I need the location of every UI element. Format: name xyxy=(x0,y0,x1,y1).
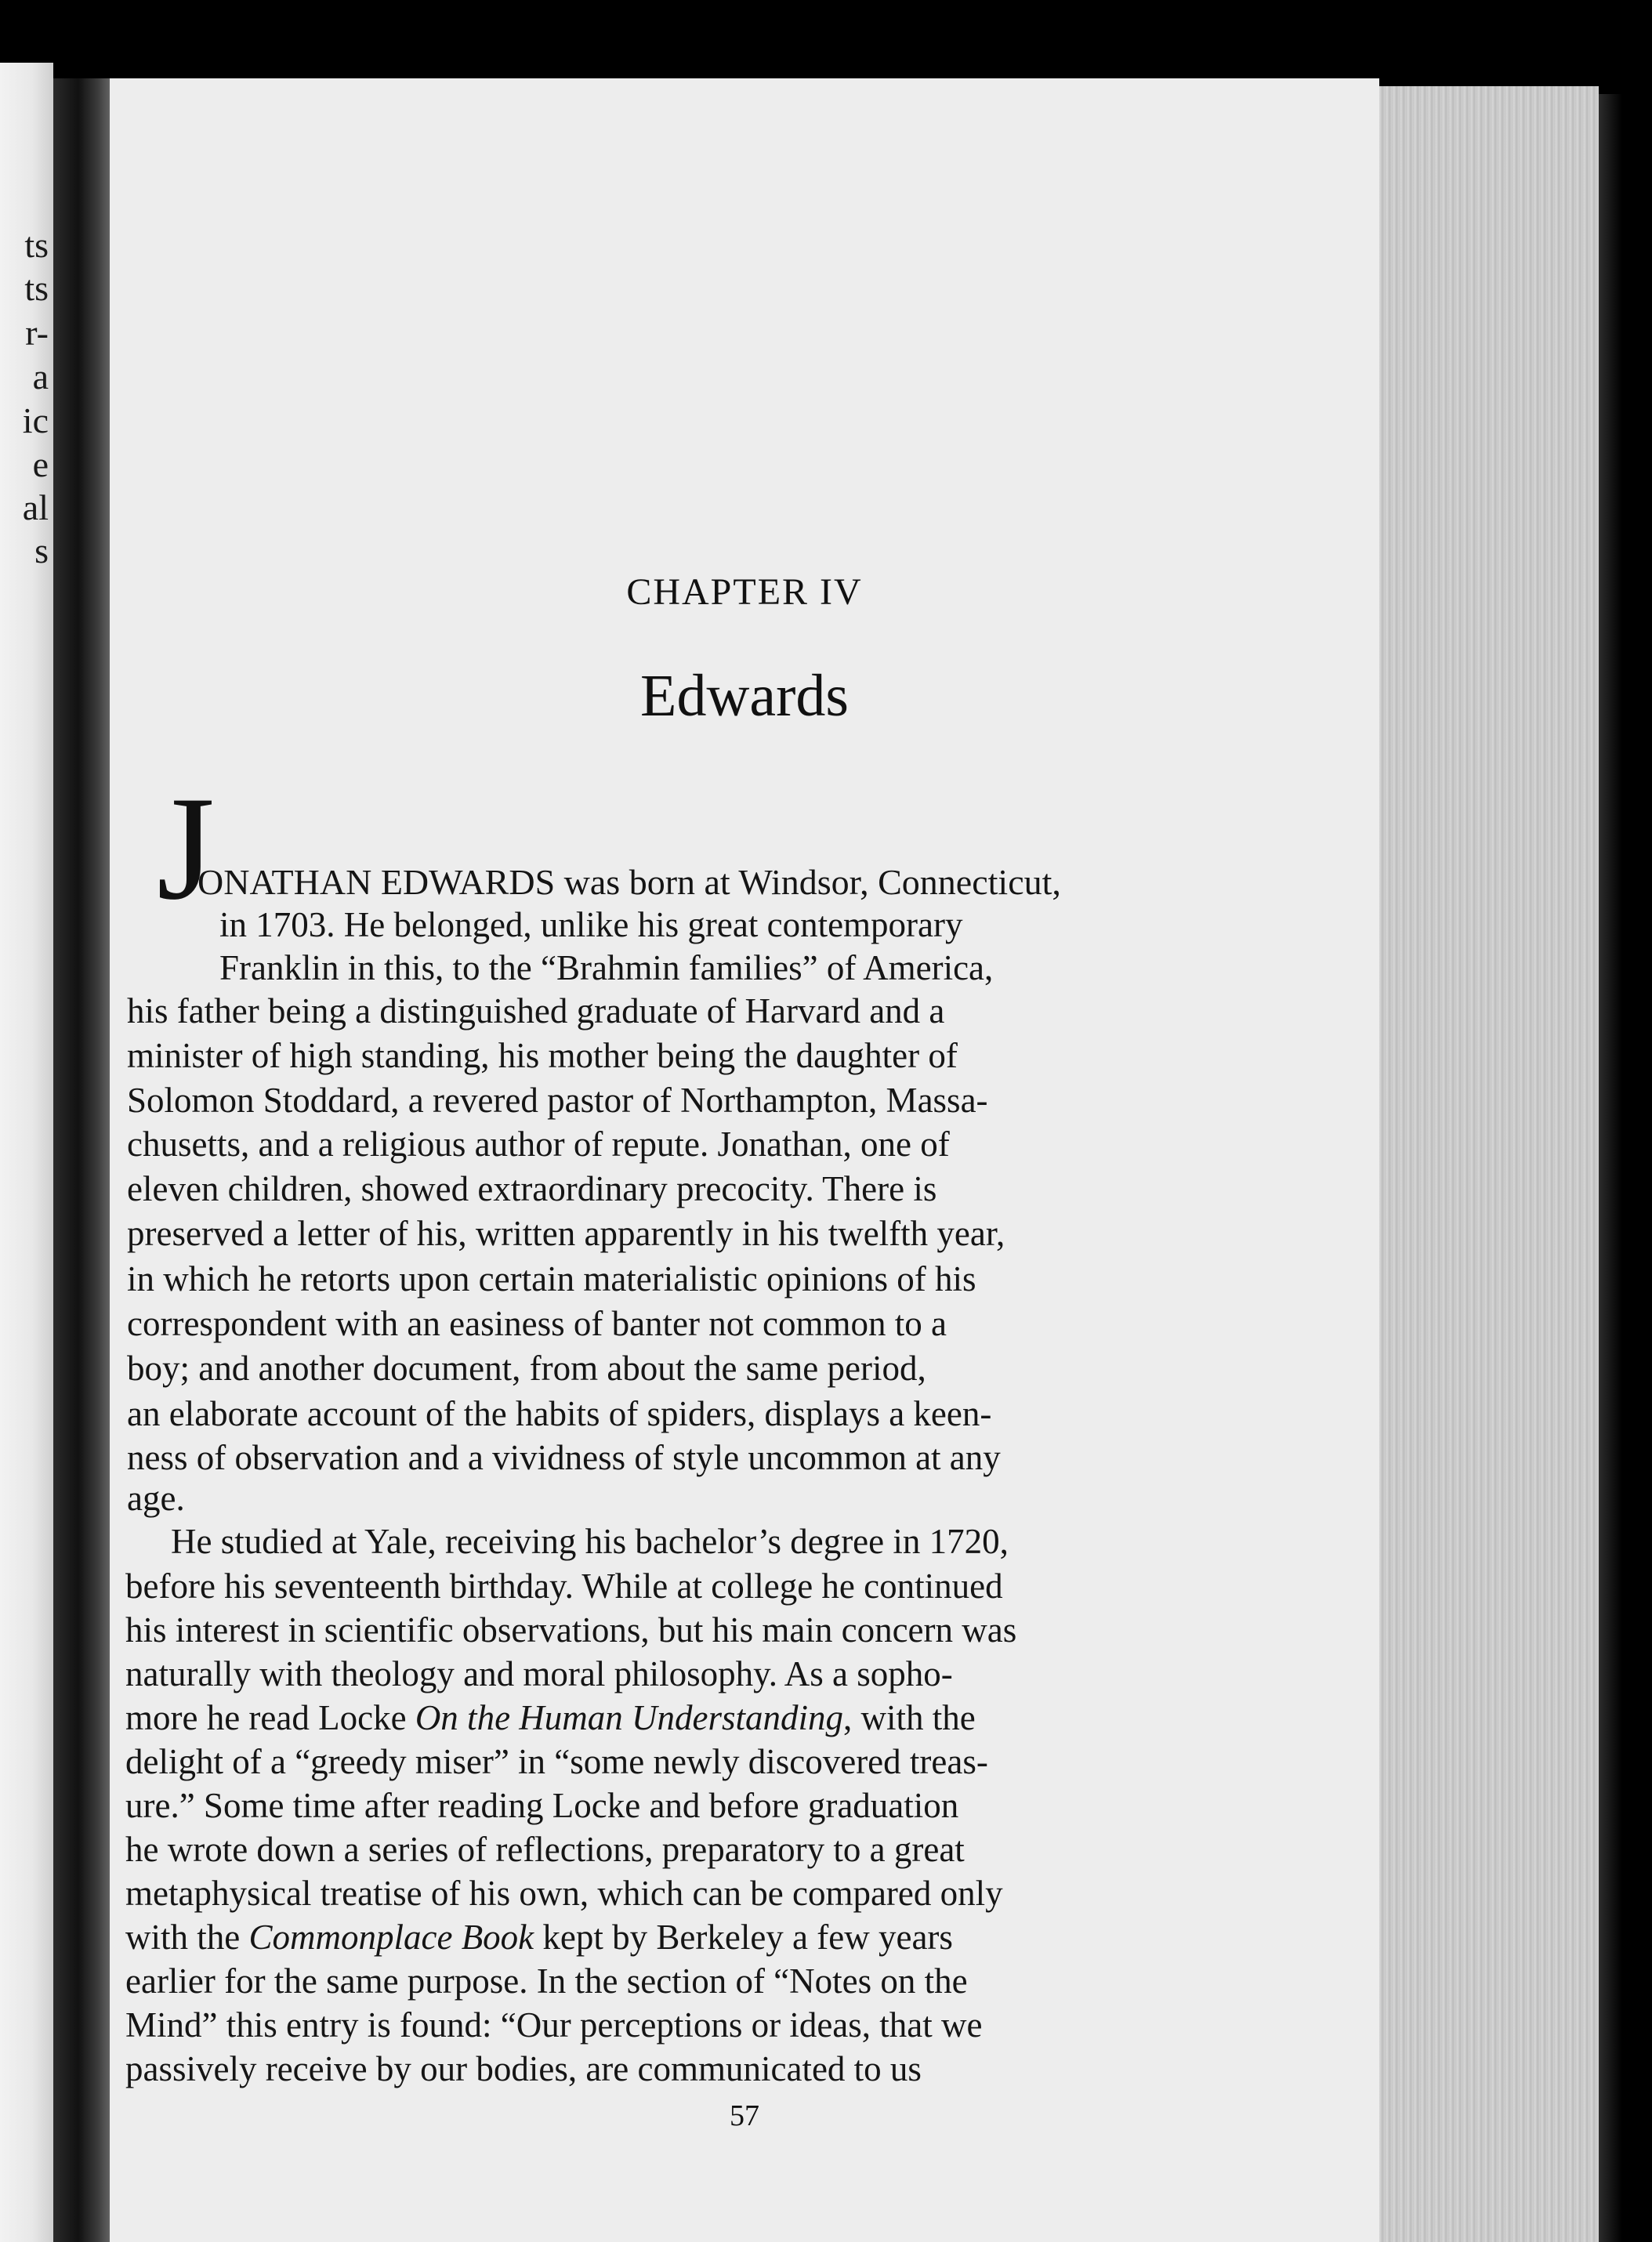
facing-page-fragment: al xyxy=(22,487,49,527)
text-line: ure.” Some time after reading Locke and before graduation xyxy=(125,1786,959,1825)
text-span: with the xyxy=(125,1918,249,1957)
text-span: kept by Berkeley a few years xyxy=(534,1918,953,1957)
text-line: he wrote down a series of reflections, preparatory to a great xyxy=(125,1830,965,1869)
facing-page-edge xyxy=(0,63,53,2242)
book-title-italic: Commonplace Book xyxy=(248,1918,534,1957)
text-line: boy; and another document, from about the same period, xyxy=(127,1349,926,1388)
text-line: chusetts, and a religious author of repute. Jonathan, one of xyxy=(127,1125,950,1164)
chapter-body xyxy=(110,78,1379,2242)
text-line: eleven children, showed extraordinary precocity. There is xyxy=(127,1169,937,1208)
facing-page-fragment: e xyxy=(32,444,49,484)
text-line: his father being a distinguished graduate of Harvard and a xyxy=(127,991,945,1030)
facing-page-fragment: ic xyxy=(22,400,49,440)
drop-cap: J xyxy=(157,766,215,931)
text-line: ONATHAN EDWARDS was born at Windsor, Connecticut, xyxy=(197,862,1061,902)
text-line: correspondent with an easiness of banter not common to a xyxy=(127,1304,947,1343)
text-span: more he read Locke xyxy=(125,1698,415,1737)
page-number: 57 xyxy=(730,2099,759,2132)
facing-page-fragment: r- xyxy=(25,313,49,353)
text-line: an elaborate account of the habits of spiders, displays a keen- xyxy=(127,1394,992,1433)
chapter-title: Edwards xyxy=(640,663,849,729)
facing-page-fragment: s xyxy=(34,531,49,570)
text-line: ness of observation and a vividness of style uncommon at any xyxy=(127,1438,1001,1477)
text-line: age. xyxy=(127,1479,185,1518)
text-line: Franklin in this, to the “Brahmin families” of America, xyxy=(219,948,994,987)
book-title-italic: On the Human Understanding xyxy=(415,1698,844,1737)
book-spine-shadow xyxy=(53,78,116,2242)
text-line: Mind” this entry is found: “Our perceptions or ideas, that we xyxy=(125,2005,983,2045)
text-span: , with the xyxy=(843,1698,976,1737)
text-line: before his seventeenth birthday. While at college he continued xyxy=(125,1567,1003,1606)
text-line: naturally with theology and moral philosophy. As a sopho- xyxy=(125,1654,953,1693)
facing-page-fragment: a xyxy=(32,357,49,397)
book-cover-edge xyxy=(1599,94,1622,2242)
text-line: preserved a letter of his, written apparently in his twelfth year, xyxy=(127,1214,1005,1253)
text-line: in 1703. He belonged, unlike his great contemporary xyxy=(219,905,963,944)
text-line: Solomon Stoddard, a revered pastor of Northampton, Massa- xyxy=(127,1081,988,1120)
facing-page-fragment: ts xyxy=(24,225,49,265)
text-line: his interest in scientific observations, but his main concern was xyxy=(125,1610,1017,1650)
page-block-edge xyxy=(1364,86,1599,2242)
facing-page-fragment: ts xyxy=(24,268,49,308)
text-line: minister of high standing, his mother being the daughter of xyxy=(127,1036,958,1075)
book-page xyxy=(110,78,1379,2242)
text-line: in which he retorts upon certain materialistic opinions of his xyxy=(127,1259,976,1298)
text-line: delight of a “greedy miser” in “some newly discovered treas- xyxy=(125,1742,988,1781)
chapter-heading: CHAPTER IV xyxy=(626,571,863,613)
text-line xyxy=(125,1920,953,1955)
text-line: metaphysical treatise of his own, which can be compared only xyxy=(125,1874,1003,1913)
text-line: passively receive by our bodies, are communicated to us xyxy=(125,2049,922,2088)
text-line: earlier for the same purpose. In the section of “Notes on the xyxy=(125,1961,968,2001)
text-line xyxy=(125,1698,976,1737)
text-line: He studied at Yale, receiving his bachelor’s degree in 1720, xyxy=(171,1522,1009,1561)
